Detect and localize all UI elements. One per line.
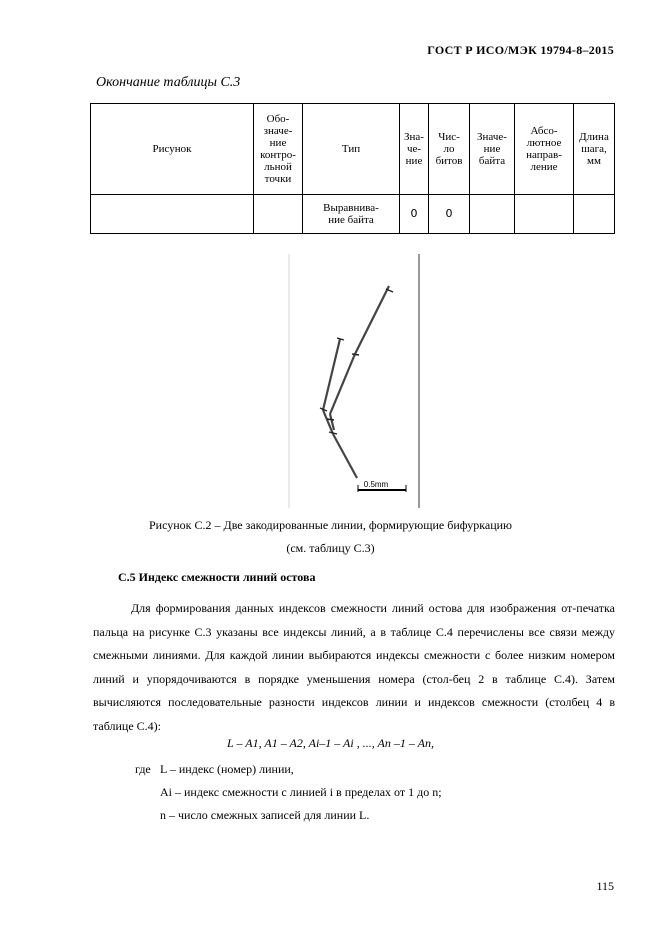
table-row <box>91 195 615 234</box>
body-paragraph: Для формирования данных индексов смежности линий остова для изображения от-печатка пальца на рисунке С.3 указаны все индексы линий, а в таблице С.4 перечислены все связи между смежными линиями. Для каждой линии выбираются индексы смежности с более низким номером линий и упорядочиваются в порядке уменьшения номера (стол-бец 2 в таблице С.4). Затем вычисляются последовательные разности индексов линии и индексов смежности (столбец 4 в таблице С.4): <box>93 601 615 733</box>
table-caption: Окончание таблицы С.3 <box>96 75 241 90</box>
where-line3: n – число смежных записей для линии L. <box>160 808 370 822</box>
cell-byte-value <box>470 195 515 234</box>
figure-caption-line2: (см. таблицу С.3) <box>286 541 375 555</box>
col-header-figure: Рисунок <box>91 104 254 195</box>
cell-direction <box>515 195 574 234</box>
col-header-type: Тип <box>303 104 400 195</box>
formula: L – A1, A1 – A2, Ai–1 – Ai , ..., An –1 – An, <box>227 736 434 750</box>
col-header-control-point-text: Обо- значе- ние контро- льной точки <box>260 113 296 185</box>
col-header-value <box>400 104 429 195</box>
figure-caption-line1: Рисунок С.2 – Две закодированные линии, формирующие бифуркацию <box>148 518 513 532</box>
col-header-direction-text: Абсо- лютное направ- ление <box>526 125 562 173</box>
where-line2: Ai – индекс смежности с линией i в пределах от 1 до n; <box>160 785 442 799</box>
cell-type <box>303 195 400 234</box>
standard-header: ГОСТ Р ИСО/МЭК 19794-8–2015 <box>427 43 614 57</box>
scale-bar <box>358 480 406 492</box>
table-header-row <box>91 104 615 195</box>
cell-bits: 0 <box>429 195 470 234</box>
col-header-control-point <box>254 104 303 195</box>
col-header-byte-value <box>470 104 515 195</box>
where-intro: где <box>135 762 151 776</box>
cell-figure <box>91 195 254 234</box>
col-header-value-text: Зна- че- ние <box>404 131 424 167</box>
where-line1: L – индекс (номер) линии, <box>160 762 294 776</box>
section-title: С.5 Индекс смежности линий остова <box>118 570 316 584</box>
spec-table <box>90 103 615 234</box>
bifurcation-figure <box>286 254 420 509</box>
col-header-bits-text: Чис- ло битов <box>435 131 463 167</box>
col-header-step-length-text: Длина шага, мм <box>579 131 609 167</box>
page-number: 115 <box>596 879 614 893</box>
col-header-byte-value-text: Значе- ние байта <box>477 131 507 167</box>
scale-label: 0.5mm <box>363 480 389 489</box>
col-header-step-length <box>574 104 615 195</box>
cell-value: 0 <box>400 195 429 234</box>
cell-control-point <box>254 195 303 234</box>
cell-step-length <box>574 195 615 234</box>
cell-type-text: Выравнива- ние байта <box>323 202 379 226</box>
col-header-bits <box>429 104 470 195</box>
col-header-direction <box>515 104 574 195</box>
coded-line-1 <box>330 286 389 430</box>
